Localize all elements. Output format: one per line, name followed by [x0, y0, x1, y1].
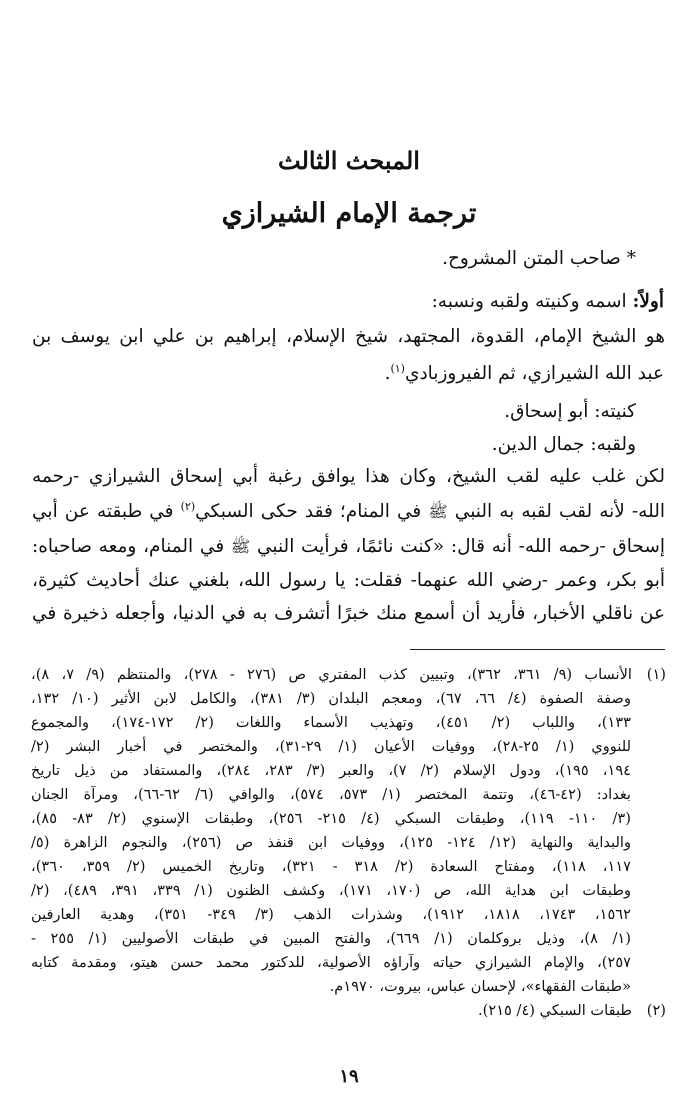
- period: .: [384, 363, 391, 384]
- footnote-text: الأنساب (٩/ ٣٦١، ٣٦٢)، وتبيين كذب المفتري ص (٢٧٦ - ٢٧٨)، والمنتظم (٩/ ٧، ٨)،: [31, 666, 632, 683]
- paragraph-line-3: [32, 532, 665, 562]
- footnote-text: طبقات السبكي (٤/ ٢١٥).: [478, 1002, 632, 1019]
- footnote-line: وصفة الصفوة (٤/ ٦٦، ٦٧)، ومعجم البلدان (٣/ ٣٨١)، والكامل لابن الأثير (١٠/ ١٣٢،: [31, 690, 631, 707]
- paragraph-line-1: لكن غلب عليه لقب الشيخ، وكان هذا يوافق رغبة أبي إسحاق الشيرازي -رحمه: [32, 466, 665, 487]
- footnote-line: [31, 664, 666, 686]
- footnote-ref-1: (١): [390, 361, 405, 375]
- page-number: ١٩: [339, 1066, 359, 1087]
- name-line-1: هو الشيخ الإمام، القدوة، المجتهد، شيخ الإسلام، إبراهيم بن علي ابن يوسف بن: [32, 326, 665, 347]
- paragraph-line-5: عن ناقلي الأخبار، فأريد أن أسمع منك خبرًا أتشرف به في الدنيا، وأجعله ذخيرة في: [32, 603, 665, 624]
- paragraph-line-2: [32, 497, 665, 527]
- footnote-line: [478, 1000, 666, 1022]
- name-section-title: اسمه وكنيته ولقبه ونسبه:: [431, 291, 627, 312]
- footnote-separator: [410, 649, 665, 650]
- footnote-line: ١٥٦٢، ١٧٤٣، ١٨١٨، ١٩١٢)، وشذرات الذهب (٣/ ٣٤٩- ٣٥١)، وهدية العارفين: [31, 906, 631, 923]
- footnote-line: «طبقات الفقهاء»، لإحسان عباس، بيروت، ١٩٧٠م.: [329, 978, 631, 995]
- footnote-ref-2: (٢): [180, 499, 196, 513]
- name-line-2: [385, 359, 664, 389]
- footnote-line: بغداد: (٤٢-٤٦)، وتتمة المختصر (١/ ٥٧٣، ٥٧٤)، والوافي (٦/ ٦٢-٦٦)، ومرآة الجنان: [31, 786, 631, 803]
- paragraph-line-3-part-a: إسحاق -رحمه الله- أنه قال: «كنت نائمًا، فرأيت النبي: [256, 536, 665, 557]
- footnote-number: (١): [646, 666, 666, 683]
- footnote-number: (٢): [646, 1002, 666, 1019]
- paragraph-line-2-part-a: الله- لأنه لقب لقبه به النبي: [454, 501, 665, 522]
- footnote-line: ١٩٤، ١٩٥)، ودول الإسلام (٢/ ٧)، والعبر (٣/ ٢٨٣، ٢٨٤)، والمستفاد من ذيل تاريخ: [31, 762, 632, 779]
- paragraph-line-2-part-c: في طبقته عن أبي: [32, 501, 174, 522]
- salawat-symbol: ﷺ: [428, 502, 448, 521]
- footnote-line: ١١٧، ١١٨)، ومفتاح السعادة (٢/ ٣١٨ - ٣٢١)، وتاريخ الخميس (٢/ ٣٥٩، ٣٦٠)،: [31, 858, 631, 875]
- laqab-line: ولقبه: جمال الدين.: [491, 434, 636, 455]
- footnote-line: للنووي (١/ ٢٥-٢٨)، ووفيات الأعيان (١/ ٢٩-٣١)، والمختصر في أخبار البشر (٢/: [31, 738, 632, 755]
- footnote-line: والبداية والنهاية (١٢/ ١٢٤- ١٢٥)، ووفيات ابن قنفذ ص (٢٥٦)، والنجوم الزاهرة (٥/: [31, 834, 632, 851]
- salawat-symbol: ﷺ: [230, 537, 251, 556]
- paragraph-line-2-part-b: في المنام؛ فقد حكى السبكي: [195, 501, 422, 522]
- footnote-line: ٢٥٧)، والإمام الشيرازي حياته وآراؤه الأصولية، للدكتور محمد حسن هيتو، ومقدمة كتابه: [31, 954, 631, 971]
- footnote-line: (٣/ ١١٠- ١١٩)، وطبقات السبكي (٤/ ٢١٥- ٢٥٦)، وطبقات الإسنوي (٢/ ٨٣- ٨٥)،: [31, 810, 631, 827]
- footnote-line: ١٣٣)، واللباب (٢/ ٤٥١)، وتهذيب الأسماء واللغات (٢/ ١٧٢-١٧٤)، والمجموع: [31, 714, 632, 731]
- kunya-line: كنيته: أبو إسحاق.: [504, 401, 636, 422]
- name-line-2-text: عبد الله الشيرازي، ثم الفيروزبادي: [404, 363, 664, 384]
- paragraph-line-3-part-b: في المنام، ومعه صاحباه:: [32, 536, 225, 557]
- name-section-heading: [432, 287, 664, 317]
- footnote-line: وطبقات ابن هداية الله، ص (١٧٠، ١٧١)، وكشف الظنون (١/ ٣٣٩، ٣٩١، ٤٨٩)، (٢/: [31, 882, 631, 899]
- bullet-line: * صاحب المتن المشروح.: [442, 248, 636, 269]
- section-title: ترجمة الإمام الشيرازي: [221, 198, 477, 229]
- paragraph-line-4: أبو بكر، وعمر -رضي الله عنهما- فقلت: يا رسول الله، بلغني عنك أحاديث كثيرة،: [32, 570, 665, 591]
- name-section-label: أولاً:: [632, 291, 664, 312]
- section-heading: المبحث الثالث: [278, 146, 420, 175]
- footnote-line: (١/ ٨)، وذيل بروكلمان (١/ ٦٦٩)، والفتح المبين في طبقات الأصوليين (١/ ٢٥٥ -: [31, 930, 631, 947]
